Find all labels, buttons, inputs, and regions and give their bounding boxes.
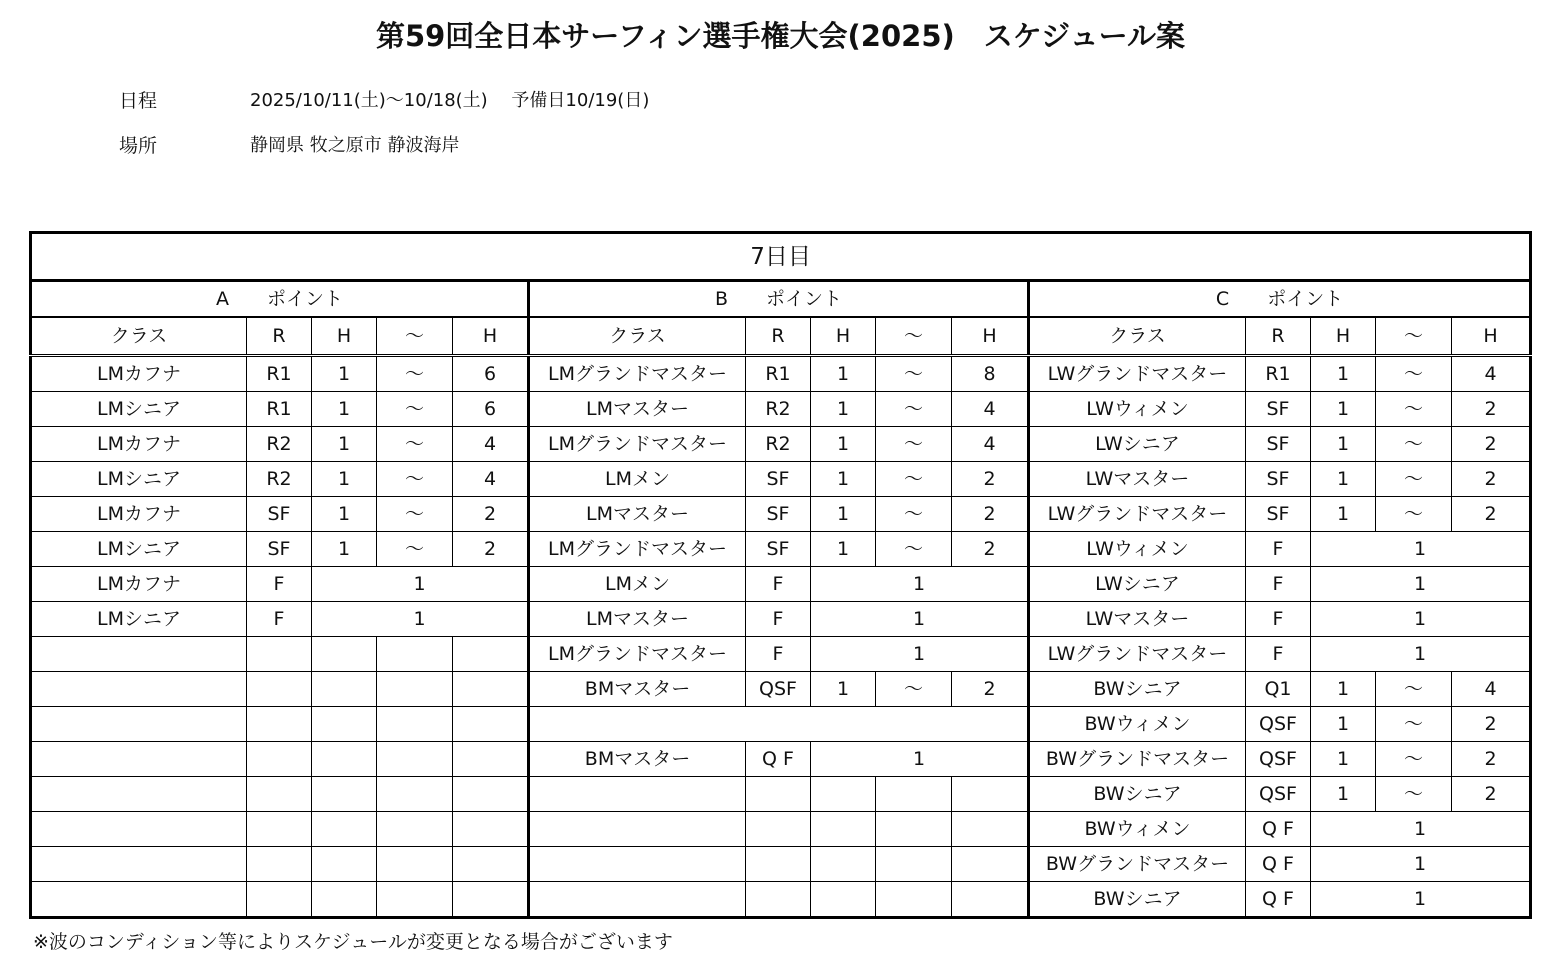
round-cell: F xyxy=(746,567,811,602)
round-cell: R1 xyxy=(247,392,312,427)
range-cell xyxy=(377,742,453,777)
heat-start-cell: 1 xyxy=(1311,672,1376,707)
heat-start-cell: 1 xyxy=(811,462,876,497)
heat-end-cell: 4 xyxy=(1452,356,1531,392)
heat-start-cell: 1 xyxy=(811,532,876,567)
range-cell: ～ xyxy=(1376,497,1452,532)
range-cell: ～ xyxy=(876,356,952,392)
heat-start-cell xyxy=(312,742,377,777)
class-cell: LWシニア xyxy=(1029,427,1246,462)
col-header-round: R xyxy=(746,317,811,356)
date-label: 日程 xyxy=(119,90,158,112)
class-cell xyxy=(31,707,247,742)
place-label: 場所 xyxy=(119,135,158,157)
col-header-range: ～ xyxy=(377,317,453,356)
class-cell xyxy=(529,847,746,882)
empty-span-cell xyxy=(529,707,1029,742)
table-row xyxy=(31,356,1531,392)
round-cell xyxy=(247,672,312,707)
round-cell: SF xyxy=(247,532,312,567)
heat-start-cell xyxy=(312,812,377,847)
heat-end-cell: 2 xyxy=(453,532,529,567)
round-cell: SF xyxy=(1246,497,1311,532)
range-cell: ～ xyxy=(876,532,952,567)
class-cell: BWウィメン xyxy=(1029,812,1246,847)
day-header: 7日目 xyxy=(31,233,1531,281)
heat-end-cell: 4 xyxy=(952,392,1029,427)
heat-end-cell: 2 xyxy=(952,532,1029,567)
heat-start-cell: 1 xyxy=(1311,462,1376,497)
round-cell: QSF xyxy=(1246,707,1311,742)
heat-start-cell: 1 xyxy=(811,356,876,392)
class-cell: LMシニア xyxy=(31,462,247,497)
heat-end-cell xyxy=(453,847,529,882)
range-cell xyxy=(377,777,453,812)
class-cell: LWウィメン xyxy=(1029,392,1246,427)
col-header-range: ～ xyxy=(876,317,952,356)
range-cell xyxy=(876,847,952,882)
round-cell xyxy=(247,707,312,742)
class-cell: LWマスター xyxy=(1029,462,1246,497)
table-row xyxy=(31,847,1531,882)
round-cell: QSF xyxy=(746,672,811,707)
heat-start-cell: 1 xyxy=(1311,427,1376,462)
heat-count-cell: 1 xyxy=(1311,882,1531,918)
round-cell: SF xyxy=(1246,462,1311,497)
class-cell: LWマスター xyxy=(1029,602,1246,637)
heat-end-cell: 2 xyxy=(952,497,1029,532)
round-cell xyxy=(746,777,811,812)
class-cell: BWシニア xyxy=(1029,882,1246,918)
heat-end-cell: 6 xyxy=(453,356,529,392)
heat-start-cell xyxy=(312,672,377,707)
heat-end-cell xyxy=(453,742,529,777)
table-row xyxy=(31,497,1531,532)
range-cell xyxy=(876,777,952,812)
heat-count-cell: 1 xyxy=(811,637,1029,672)
heat-end-cell: 2 xyxy=(952,462,1029,497)
class-cell: LMカフナ xyxy=(31,356,247,392)
heat-end-cell: 2 xyxy=(1452,707,1531,742)
heat-start-cell: 1 xyxy=(312,462,377,497)
class-cell xyxy=(529,882,746,918)
class-cell: LMカフナ xyxy=(31,497,247,532)
range-cell: ～ xyxy=(876,392,952,427)
heat-end-cell: 2 xyxy=(453,497,529,532)
heat-start-cell: 1 xyxy=(312,497,377,532)
class-cell: LMカフナ xyxy=(31,427,247,462)
col-header-range: ～ xyxy=(1376,317,1452,356)
table-row xyxy=(31,742,1531,777)
round-cell: QSF xyxy=(1246,742,1311,777)
round-cell: F xyxy=(1246,602,1311,637)
heat-start-cell: 1 xyxy=(312,392,377,427)
class-cell: LMメン xyxy=(529,567,746,602)
range-cell: ～ xyxy=(876,672,952,707)
round-cell: F xyxy=(1246,532,1311,567)
table-row xyxy=(31,777,1531,812)
col-header-class: クラス xyxy=(31,317,247,356)
class-cell: LMメン xyxy=(529,462,746,497)
heat-end-cell: 2 xyxy=(1452,427,1531,462)
class-cell: LMマスター xyxy=(529,497,746,532)
col-header-class: クラス xyxy=(1029,317,1246,356)
class-cell: LWグランドマスター xyxy=(1029,356,1246,392)
range-cell: ～ xyxy=(377,356,453,392)
round-cell: R2 xyxy=(746,392,811,427)
class-cell: BMマスター xyxy=(529,672,746,707)
heat-end-cell xyxy=(952,812,1029,847)
class-cell: LMグランドマスター xyxy=(529,532,746,567)
range-cell xyxy=(377,672,453,707)
range-cell: ～ xyxy=(377,532,453,567)
round-cell: F xyxy=(247,567,312,602)
class-cell: BWグランドマスター xyxy=(1029,847,1246,882)
range-cell xyxy=(377,882,453,918)
class-cell: LMシニア xyxy=(31,392,247,427)
round-cell xyxy=(247,882,312,918)
heat-end-cell: 4 xyxy=(1452,672,1531,707)
heat-start-cell: 1 xyxy=(1311,392,1376,427)
range-cell: ～ xyxy=(876,427,952,462)
heat-count-cell: 1 xyxy=(1311,812,1531,847)
heat-end-cell xyxy=(453,637,529,672)
heat-start-cell: 1 xyxy=(312,532,377,567)
heat-start-cell xyxy=(811,812,876,847)
heat-start-cell: 1 xyxy=(1311,356,1376,392)
heat-start-cell xyxy=(312,882,377,918)
class-cell: LMシニア xyxy=(31,532,247,567)
round-cell: SF xyxy=(746,497,811,532)
round-cell xyxy=(247,812,312,847)
table-row xyxy=(31,462,1531,497)
round-cell: SF xyxy=(746,462,811,497)
class-cell: LWウィメン xyxy=(1029,532,1246,567)
class-cell: BWシニア xyxy=(1029,672,1246,707)
round-cell: Q F xyxy=(746,742,811,777)
class-cell: LWグランドマスター xyxy=(1029,497,1246,532)
col-header-heat-end: H xyxy=(1452,317,1531,356)
heat-end-cell xyxy=(453,812,529,847)
range-cell: ～ xyxy=(1376,777,1452,812)
class-cell: LMカフナ xyxy=(31,567,247,602)
heat-start-cell xyxy=(312,777,377,812)
class-cell xyxy=(31,847,247,882)
round-cell: SF xyxy=(1246,427,1311,462)
round-cell: Q F xyxy=(1246,812,1311,847)
round-cell xyxy=(746,812,811,847)
heat-end-cell: 2 xyxy=(1452,777,1531,812)
class-cell: LMグランドマスター xyxy=(529,427,746,462)
round-cell: Q F xyxy=(1246,847,1311,882)
heat-start-cell: 1 xyxy=(1311,707,1376,742)
round-cell xyxy=(247,847,312,882)
round-cell: F xyxy=(247,602,312,637)
heat-start-cell xyxy=(811,882,876,918)
heat-start-cell xyxy=(312,637,377,672)
heat-start-cell xyxy=(312,707,377,742)
range-cell: ～ xyxy=(876,462,952,497)
range-cell xyxy=(377,812,453,847)
round-cell: Q1 xyxy=(1246,672,1311,707)
range-cell: ～ xyxy=(1376,356,1452,392)
point-a-header: A ポイント xyxy=(31,281,529,318)
class-cell xyxy=(529,812,746,847)
round-cell: F xyxy=(746,637,811,672)
heat-start-cell: 1 xyxy=(312,427,377,462)
heat-end-cell: 4 xyxy=(952,427,1029,462)
footnote: ※波のコンディション等によりスケジュールが変更となる場合がございます xyxy=(33,931,673,953)
table-row xyxy=(31,707,1531,742)
range-cell xyxy=(876,812,952,847)
round-cell: QSF xyxy=(1246,777,1311,812)
class-cell: LMグランドマスター xyxy=(529,356,746,392)
class-cell xyxy=(31,637,247,672)
round-cell: R1 xyxy=(746,356,811,392)
heat-start-cell: 1 xyxy=(1311,777,1376,812)
heat-start-cell xyxy=(811,777,876,812)
round-cell: R1 xyxy=(247,356,312,392)
table-row xyxy=(31,812,1531,847)
round-cell xyxy=(247,777,312,812)
col-header-heat-end: H xyxy=(453,317,529,356)
class-cell: LMグランドマスター xyxy=(529,637,746,672)
round-cell: Q F xyxy=(1246,882,1311,918)
range-cell: ～ xyxy=(377,392,453,427)
heat-end-cell: 2 xyxy=(1452,742,1531,777)
heat-end-cell xyxy=(952,847,1029,882)
round-cell: R2 xyxy=(247,462,312,497)
col-header-heat-start: H xyxy=(811,317,876,356)
point-c-header: C ポイント xyxy=(1029,281,1531,318)
class-cell: LMマスター xyxy=(529,602,746,637)
heat-start-cell: 1 xyxy=(1311,742,1376,777)
schedule-table xyxy=(29,231,1532,919)
round-cell: R2 xyxy=(746,427,811,462)
range-cell xyxy=(377,847,453,882)
table-row xyxy=(31,567,1531,602)
class-cell: LMシニア xyxy=(31,602,247,637)
col-header-round: R xyxy=(247,317,312,356)
table-row xyxy=(31,602,1531,637)
class-cell xyxy=(31,672,247,707)
heat-start-cell: 1 xyxy=(811,392,876,427)
page-title: 第59回全日本サーフィン選手権大会(2025) スケジュール案 xyxy=(375,19,1186,53)
range-cell: ～ xyxy=(876,497,952,532)
round-cell xyxy=(746,847,811,882)
heat-count-cell: 1 xyxy=(811,742,1029,777)
col-header-class: クラス xyxy=(529,317,746,356)
round-cell: SF xyxy=(247,497,312,532)
heat-end-cell: 4 xyxy=(453,427,529,462)
round-cell xyxy=(746,882,811,918)
heat-start-cell: 1 xyxy=(811,672,876,707)
heat-count-cell: 1 xyxy=(312,602,529,637)
class-cell: LMマスター xyxy=(529,392,746,427)
heat-start-cell xyxy=(811,847,876,882)
range-cell xyxy=(377,707,453,742)
round-cell: SF xyxy=(746,532,811,567)
class-cell xyxy=(31,812,247,847)
col-header-heat-end: H xyxy=(952,317,1029,356)
class-cell: LWシニア xyxy=(1029,567,1246,602)
heat-end-cell: 4 xyxy=(453,462,529,497)
point-b-header: B ポイント xyxy=(529,281,1029,318)
heat-start-cell: 1 xyxy=(1311,497,1376,532)
date-value: 2025/10/11(土)～10/18(土) 予備日10/19(日) xyxy=(250,90,650,111)
heat-end-cell: 8 xyxy=(952,356,1029,392)
range-cell xyxy=(876,882,952,918)
heat-end-cell xyxy=(952,777,1029,812)
range-cell: ～ xyxy=(1376,672,1452,707)
heat-count-cell: 1 xyxy=(1311,567,1531,602)
class-cell: BWシニア xyxy=(1029,777,1246,812)
class-cell: LWグランドマスター xyxy=(1029,637,1246,672)
round-cell: F xyxy=(746,602,811,637)
class-cell: BMマスター xyxy=(529,742,746,777)
class-cell: BWウィメン xyxy=(1029,707,1246,742)
heat-end-cell: 2 xyxy=(1452,497,1531,532)
heat-count-cell: 1 xyxy=(312,567,529,602)
heat-count-cell: 1 xyxy=(1311,637,1531,672)
round-cell xyxy=(247,637,312,672)
table-row xyxy=(31,392,1531,427)
range-cell: ～ xyxy=(1376,427,1452,462)
table-row xyxy=(31,672,1531,707)
heat-end-cell: 6 xyxy=(453,392,529,427)
heat-end-cell: 2 xyxy=(1452,462,1531,497)
class-cell xyxy=(31,742,247,777)
range-cell: ～ xyxy=(1376,462,1452,497)
round-cell: F xyxy=(1246,567,1311,602)
col-header-heat-start: H xyxy=(312,317,377,356)
table-row xyxy=(31,637,1531,672)
range-cell xyxy=(377,637,453,672)
heat-count-cell: 1 xyxy=(1311,602,1531,637)
heat-count-cell: 1 xyxy=(811,567,1029,602)
heat-end-cell xyxy=(453,882,529,918)
heat-start-cell xyxy=(312,847,377,882)
col-header-heat-start: H xyxy=(1311,317,1376,356)
heat-end-cell: 2 xyxy=(1452,392,1531,427)
class-cell xyxy=(31,777,247,812)
class-cell xyxy=(31,882,247,918)
heat-end-cell xyxy=(453,777,529,812)
round-cell: SF xyxy=(1246,392,1311,427)
col-header-round: R xyxy=(1246,317,1311,356)
heat-end-cell xyxy=(952,882,1029,918)
table-row xyxy=(31,427,1531,462)
table-row xyxy=(31,532,1531,567)
heat-count-cell: 1 xyxy=(1311,532,1531,567)
round-cell: F xyxy=(1246,637,1311,672)
class-cell xyxy=(529,777,746,812)
class-cell: BWグランドマスター xyxy=(1029,742,1246,777)
round-cell xyxy=(247,742,312,777)
range-cell: ～ xyxy=(377,462,453,497)
heat-count-cell: 1 xyxy=(811,602,1029,637)
heat-count-cell: 1 xyxy=(1311,847,1531,882)
heat-end-cell xyxy=(453,672,529,707)
heat-end-cell: 2 xyxy=(952,672,1029,707)
heat-end-cell xyxy=(453,707,529,742)
heat-start-cell: 1 xyxy=(312,356,377,392)
heat-start-cell: 1 xyxy=(811,497,876,532)
round-cell: R1 xyxy=(1246,356,1311,392)
range-cell: ～ xyxy=(1376,742,1452,777)
range-cell: ～ xyxy=(1376,707,1452,742)
heat-start-cell: 1 xyxy=(811,427,876,462)
range-cell: ～ xyxy=(377,497,453,532)
table-row xyxy=(31,882,1531,918)
round-cell: R2 xyxy=(247,427,312,462)
range-cell: ～ xyxy=(377,427,453,462)
range-cell: ～ xyxy=(1376,392,1452,427)
place-value: 静岡県 牧之原市 静波海岸 xyxy=(250,135,460,156)
